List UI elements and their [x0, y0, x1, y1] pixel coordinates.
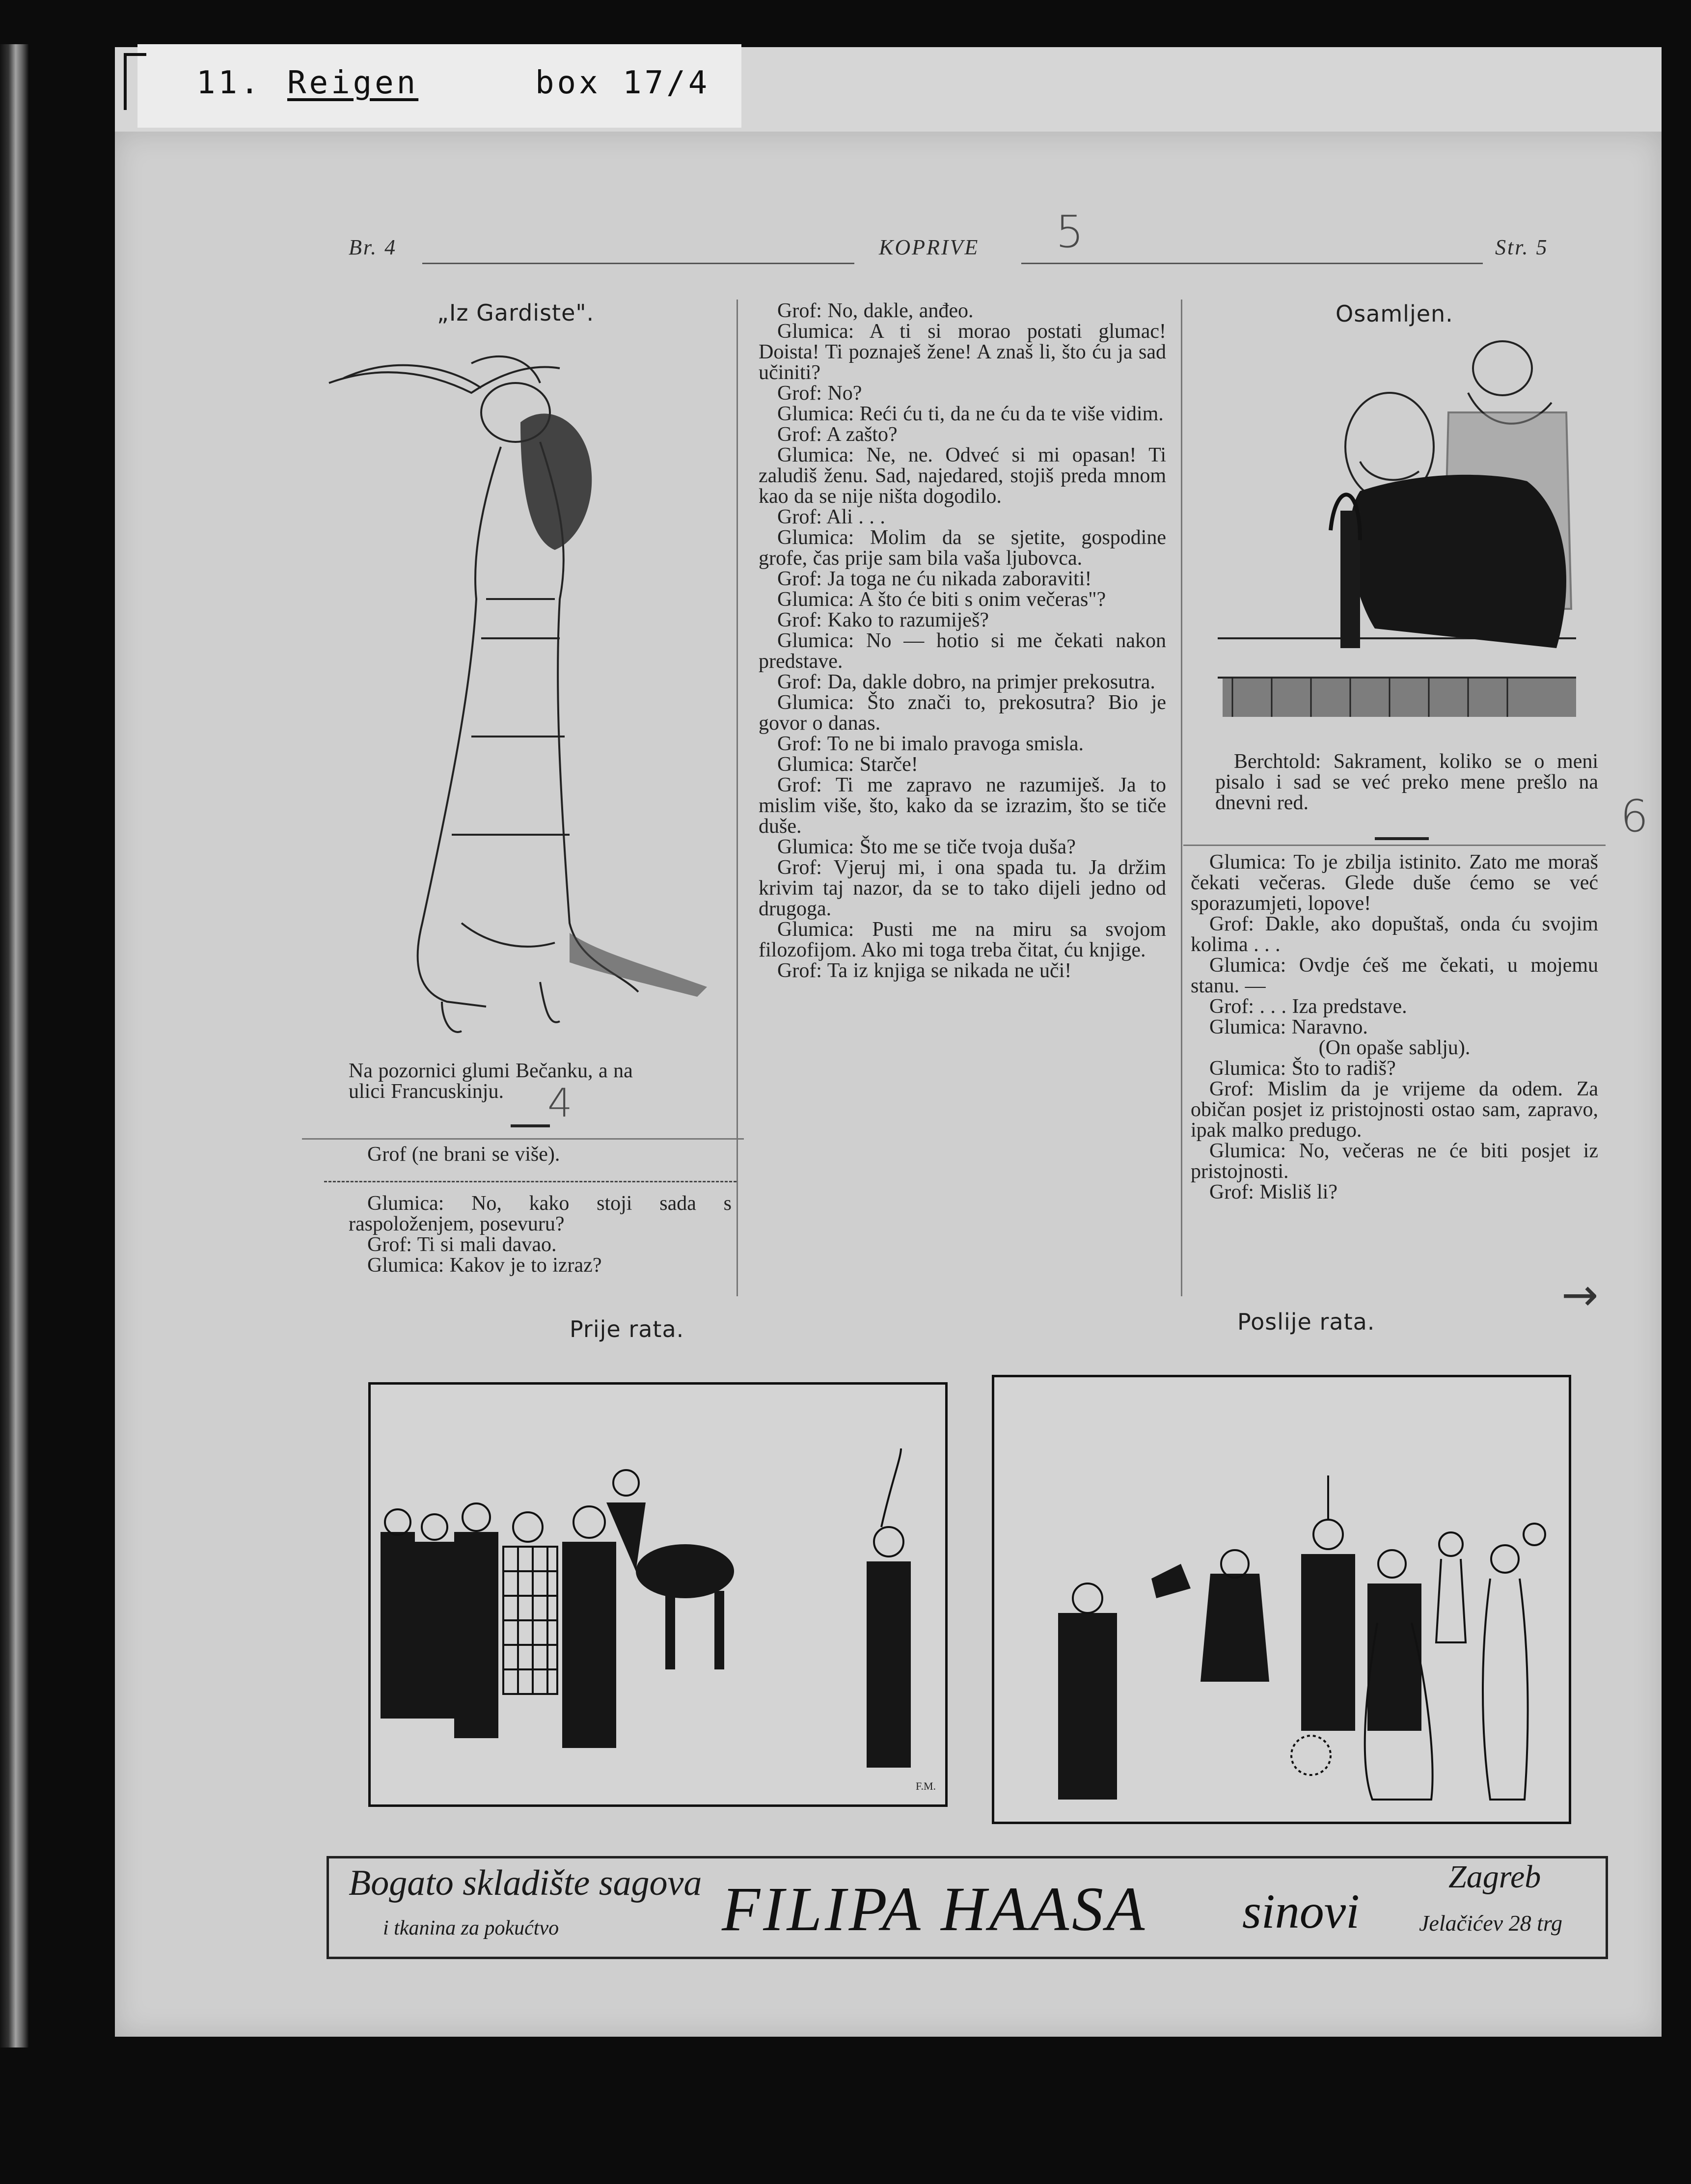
- after-war-title: Poslije rata.: [1237, 1309, 1375, 1335]
- grof-line: [349, 1144, 732, 1165]
- caption-text: Berchtold: Sakrament, koliko se o meni pisalo i sad se već preko mene prešlo na dnevni red.: [1215, 750, 1598, 814]
- dialogue-line: Grof: Ta iz knjiga se nikada ne uči!: [777, 959, 1072, 982]
- dialogue-line: Grof: Ali . . .: [777, 506, 885, 528]
- after-war-cartoon: [992, 1375, 1571, 1824]
- middle-dialogue: [759, 300, 1166, 981]
- dialogue-line: Glumica: Što me se tiče tvoja duša?: [777, 836, 1076, 858]
- dialogue-line: Grof: A zašto?: [777, 423, 898, 446]
- left-caption: [349, 1061, 732, 1102]
- separator-bar: [511, 1124, 550, 1127]
- handwritten-number-top: 5: [1056, 206, 1084, 258]
- dialogue-line: Glumica: To je zbilja istinito. Zato me moraš čekati večeras. Glede duše ćemo se već sporazumjeti, lopove!: [1191, 851, 1598, 915]
- adjacent-page-edge: [0, 44, 28, 2048]
- page-number: Str. 5: [1495, 235, 1549, 259]
- archive-number: 11.: [196, 65, 262, 101]
- ad-address: Jelačićev 28 trg: [1419, 1911, 1563, 1936]
- ad-city: Zagreb: [1448, 1859, 1541, 1895]
- dialogue-line: Grof: No?: [777, 382, 862, 405]
- dialogue-line: Glumica: Molim da se sjetite, gospodine grofe, čas prije sam bila vaša ljubovca.: [759, 526, 1166, 570]
- left-heading: „Iz Gardiste".: [437, 300, 595, 326]
- dialogue-line: Glumica: A ti si morao postati glumac! Doista! Ti poznaješ žene! A znaš li, što ću ja sad učiniti?: [759, 320, 1166, 384]
- before-war-title: Prije rata.: [570, 1316, 684, 1342]
- ad-brand: FILIPA HAASA: [722, 1874, 1148, 1944]
- clipping-edge: [1183, 845, 1606, 846]
- advertisement: [327, 1856, 1608, 1959]
- dialogue-line: Glumica: Ovdje ćeš me čekati, u mojemu stanu. —: [1191, 954, 1598, 997]
- dialogue-line: Grof: Vjeruj mi, i ona spada tu. Ja držim krivim taj nazor, da se to tako dijeli jedno od drugoga.: [759, 856, 1166, 920]
- dialogue-line: Glumica: Reći ću ti, da ne ću da te više vidim.: [777, 403, 1164, 425]
- dialogue-line: Glumica: No, kako stoji sada s raspoloženjem, posevuru?: [349, 1192, 732, 1235]
- archive-label: [137, 44, 741, 128]
- dialogue-line: Glumica: Pusti me na miru sa svojom filozofijom. Ako mi toga treba čitat, ću knjige.: [759, 918, 1166, 961]
- dialogue-line: Glumica: Ne, ne. Odveć si mi opasan! Ti zaludiš ženu. Sad, najedared, stojiš preda mnom kao da se nije ništa dogodilo.: [759, 444, 1166, 508]
- archive-box: box 17/4: [535, 65, 710, 101]
- dialogue-line: Grof: Ti si mali davao.: [367, 1233, 557, 1256]
- dialogue-line: Grof: Mislim da je vrijeme da odem. Za običan posjet iz pristojnosti ostao sam, zapravo, ipak malko predugo.: [1191, 1078, 1598, 1142]
- newspaper-name: KOPRIVE: [879, 235, 980, 259]
- dialogue-line: Grof: Ja toga ne ću nikada zaboraviti!: [777, 568, 1092, 590]
- dialogue-line: Grof: Kako to razumiješ?: [777, 609, 989, 631]
- dialogue-line: Glumica: Što to radiš?: [1209, 1057, 1396, 1080]
- before-war-cartoon: [368, 1382, 948, 1807]
- grof-line-text: Grof (ne brani se više).: [367, 1143, 560, 1166]
- dialogue-line: Grof: Da, dakle dobro, na primjer prekosutra.: [777, 671, 1155, 693]
- column-rule-right: [1181, 300, 1182, 1296]
- handwritten-number-right: 6: [1620, 791, 1649, 842]
- dialogue-line: Grof: . . . Iza predstave.: [1209, 995, 1407, 1018]
- column-rule-left: [736, 300, 738, 1296]
- right-caption: [1215, 751, 1598, 813]
- right-dialogue: [1191, 852, 1598, 1202]
- dialogue-line: Glumica: No, večeras ne će biti posjet iz pristojnosti.: [1191, 1140, 1598, 1183]
- header-rule-right: [1021, 263, 1483, 264]
- dialogue-line: Grof: Misliš li?: [1209, 1181, 1337, 1203]
- stage-direction: (On opaše sablju).: [1318, 1037, 1471, 1059]
- issue-number: Br. 4: [349, 235, 397, 259]
- right-heading: Osamljen.: [1336, 300, 1453, 327]
- dialogue-line: Glumica: Starče!: [777, 753, 918, 776]
- clipping-edge: [302, 1138, 744, 1140]
- left-dialogue: [349, 1193, 732, 1276]
- archive-title: Reigen: [287, 65, 419, 101]
- ad-line2: i tkanina za pokućtvo: [383, 1917, 559, 1939]
- separator-bar: [1375, 837, 1429, 840]
- corner-mark: [124, 53, 146, 110]
- dialogue-line: Grof: No, dakle, anđeo.: [777, 300, 974, 322]
- caption-line: ulici Francuskinju.: [349, 1080, 504, 1103]
- ad-brand-suffix: sinovi: [1242, 1884, 1360, 1938]
- dialogue-line: Glumica: A što će biti s onim večeras"?: [777, 588, 1106, 611]
- dialogue-line: Glumica: Kakov je to izraz?: [367, 1254, 602, 1277]
- caption-line: Na pozornici glumi Bečanku, a na: [349, 1060, 633, 1082]
- berchtold-illustration: [1213, 334, 1586, 727]
- dashed-separator: [324, 1181, 736, 1182]
- dialogue-line: Grof: To ne bi imalo pravoga smisla.: [777, 733, 1084, 755]
- dialogue-line: Glumica: No — hotio si me čekati nakon predstave.: [759, 629, 1166, 673]
- continue-arrow: →: [1561, 1269, 1599, 1321]
- after-war-figures: [994, 1377, 1569, 1822]
- header-rule-left: [422, 263, 854, 264]
- dialogue-line: Glumica: Što znači to, prekosutra? Bio je govor o danas.: [759, 691, 1166, 735]
- before-war-figures: [371, 1385, 945, 1804]
- cartoon-signature: F.M.: [916, 1780, 936, 1792]
- dialogue-line: Grof: Ti me zapravo ne razumiješ. Ja to mislim više, što, kako da se izrazim, što se tiče duše.: [759, 774, 1166, 838]
- ad-line1: Bogato skladište sagova: [349, 1863, 702, 1903]
- dialogue-line: Glumica: Naravno.: [1209, 1016, 1368, 1038]
- dialogue-line: Grof: Dakle, ako dopuštaš, onda ću svojim kolima . . .: [1191, 913, 1598, 956]
- handwritten-number-left: 4: [547, 1080, 573, 1126]
- lady-illustration: [324, 344, 732, 1051]
